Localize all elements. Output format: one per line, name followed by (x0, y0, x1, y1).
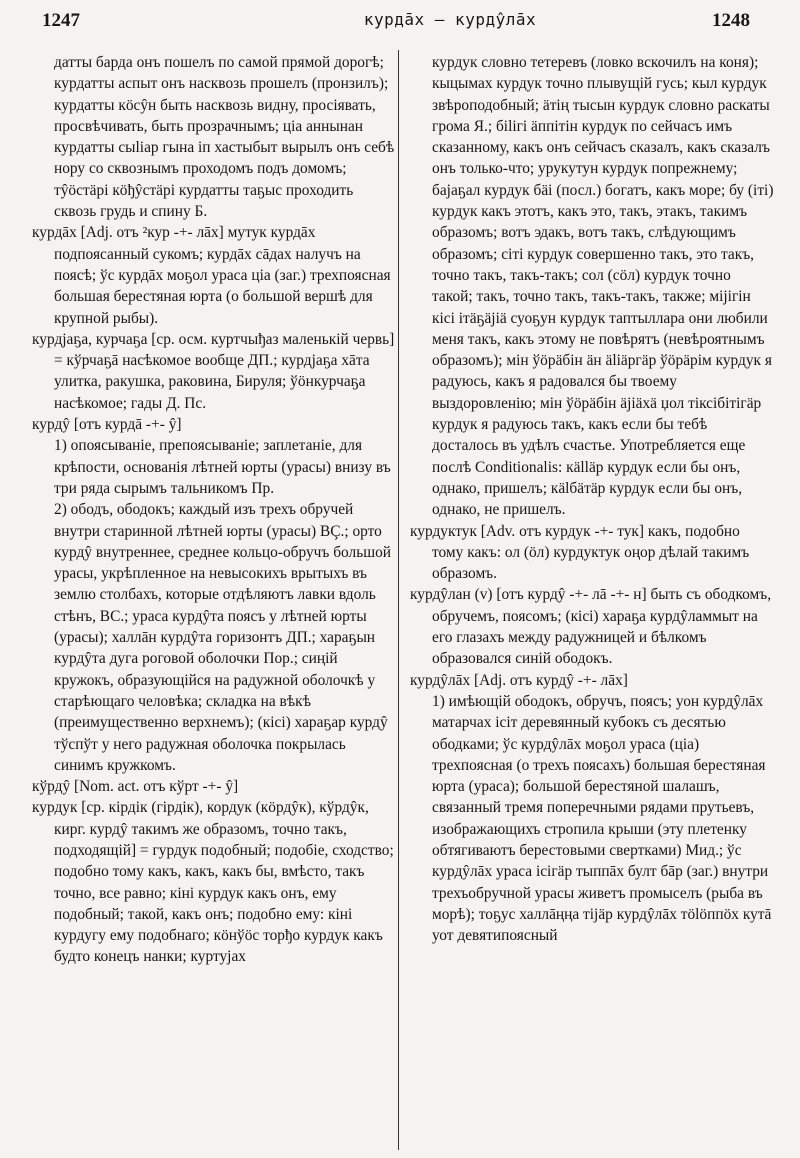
left-column (32, 52, 396, 1152)
entry-kurduktuk: курдуктук [Adv. отъ курдук -+- тук] какъ, подобно тому какъ: ол (öл) курдуктук оңор дѣлай такимъ образомъ. (410, 522, 750, 583)
entry-kurduk-continued: курдук словно тетеревъ (ловко вскочилъ на коня); кыцымах курдук точно плывущій гусь; кыл курдук звѣроподобный; äтің тысын курдук словно раскаты грома Я.; біlігі äппітін курдук по сейчасъ имъ сказанному, какъ онъ сейчасъ сказалъ, какъ сказалъ онъ только-что; урукутун курдук попрежнему; бајаҕал курдук бäі (посл.) богатъ, какъ море; бу (іті) курдук какъ этотъ, какъ это, такъ, этакъ, такимъ образомъ; вотъ эдакъ, вотъ такъ, слѣдующимъ образомъ; сіті курдук совершенно такъ, это такъ, точно такъ, такъ-такъ; сол (сöл) курдук точно такой; такъ, точно такъ, такъ-такъ, также; міјігін кісі ітäҕäјіä суоҕун курдук таптыллара они любили меня такъ, какъ этому не повѣрятъ (невѣроятнымъ образомъ); мін ўöрäбін äн älіäргäр ўöрäрім курдук я радуюсь, какъ я радовался бы твоему выздоровленію; мін ўöрäбін äјіäхä џол тіксібітігäр курдук я радуюсь такъ, какъ если бы тебѣ досталось въ удѣлъ счастье. Употребляется еще послѣ Conditionalis: кälläр курдук если бы онъ, однако, пришелъ; кälбäтäр курдук если бы онъ, однако, не пришелъ. (432, 54, 774, 519)
entry-continuation: датты барда онъ пошелъ по самой прямой дорогѣ; курдатты аспыт онъ насквозь прошелъ (пронзилъ); курдатты кöсŷн быть насквозь видну, просіявать, просвѣчивать, быть прозрачнымъ; ціа аннынан курдатты сыlіар гына іп хастыбыт вырылъ онъ себѣ нору со сквознымъ проходомъ подъ домомъ; тŷöстäрі кöђŷстäрі курдатты таҕыс проходить сквозь грудь и спину Б. (54, 54, 395, 221)
entry-kurdu-nomact: кўрдŷ [Nom. act. отъ кўрт -+- ŷ] (32, 778, 239, 796)
entry-kurdakh: курдāх [Adj. отъ ²кур -+- лāх] мутук курдāх подпоясанный сукомъ; курдāх сāдах налучъ на поясѣ; ўс курдāх моҕол ураса ціа (заг.) трехпоясная большая берестяная юрта (о большой вершѣ для крупной рыбы). (32, 224, 391, 327)
entry-kurdulan: курдŷлан (v) [отъ курдŷ -+- лā -+- н] быть съ ободкомъ, обручемъ, поясомъ; (кісі) хараҕа курдŷламмыт на его глазахъ между радужницей и бѣлкомъ образовался синій ободокъ. (410, 586, 772, 668)
sense-kurdu-1: 1) опоясываніе, препоясываніе; заплетаніе, для крѣпости, основанія лѣтней юрты (урасы) внизу въ три ряда сырымъ тальникомъ Пр. (54, 437, 391, 497)
right-column (410, 52, 774, 1152)
entry-kurdjagha: курдјаҕа, курчаҕа [ср. осм. куртчыђаз маленькій червь] = кўрчаҕā насѣкомое вообще ДП.; курдјаҕа хāта улитка, ракушка, раковина, Бируля; ўöнкурчаҕа насѣкомое; гады Д. Пс. (32, 330, 395, 412)
sense-kurdulakh-1: 1) имѣющій ободокъ, обручъ, поясъ; уон курдŷлāх матарчах ісіт деревянный кубокъ съ десятью ободками; ўс курдŷлāх моҕол ураса (ціа) трехпоясная (о трехъ поясахъ) большая берестяная юрта (ураса); большой берестяной шалашъ, связанный тремя поперечными рядами прутьевъ, изображающихъ стропила крыши (эту плетенку обтягиваютъ берестовыми свертками) Мид.; ўс курдŷлāх ураса ісігäр тыппāх булт бāр (заг.) внутри трехъобручной урасы живетъ промыселъ (рыба въ морѣ); тоҕус халлāңңа тіјäр курдŷлāх тölöппöх кутā уот девятипоясный (432, 692, 772, 945)
entry-kurdulakh: курдŷлāх [Adj. отъ курдŷ -+- лāх] (410, 671, 628, 689)
entry-kurduk: курдук [ср. кірдік (гірдік), кордук (кöрдŷк), кўрдŷк, кирг. курдŷ такимъ же образомъ, точно такъ, подходящій] = гурдук подобный; подобіе, сходство; подобно тому какъ, какъ, какъ бы, вмѣсто, такъ точно, все равно; кіні курдук какъ онъ, ему подобный; такой, какъ онъ; подобно ему: кіні курдугу ему подобнаго; кöнўöс торђо курдук какъ будто конецъ нанки; куртујах (32, 799, 394, 966)
left-page-number: 1247 (42, 10, 80, 31)
sense-kurdu-2: 2) ободъ, ободокъ; каждый изъ трехъ обручей внутри старинной лѣтней юрты (урасы) ВÇ.; орто курдŷ внутреннее, среднее кольцо-обручъ большой урасы, укрѣпленное на невысокихъ врытыхъ въ землю столбахъ, которые отдѣляютъ лавки вдоль стѣнъ, ВС.; ураса курдŷта поясъ у лѣтней юрты (урасы); халлāн курдŷта горизонтъ ДП.; хараҕын курдŷта дуга роговой оболочки Пор.; сиңій кружокъ, образующійся на радужной оболочкѣ у старѣющаго человѣка; складка на вѣкѣ (преимущественно верхнемъ); (кісі) хараҕар курдŷ тўспўт у него радужная оболочка покрылась синимъ кружкомъ. (54, 501, 392, 774)
column-divider (398, 50, 399, 1150)
running-head: курдāх — курдŷлāх (363, 10, 537, 29)
right-page-number: 1248 (712, 10, 750, 31)
entry-kurdu: курдŷ [отъ курдā -+- ŷ] (32, 416, 182, 434)
